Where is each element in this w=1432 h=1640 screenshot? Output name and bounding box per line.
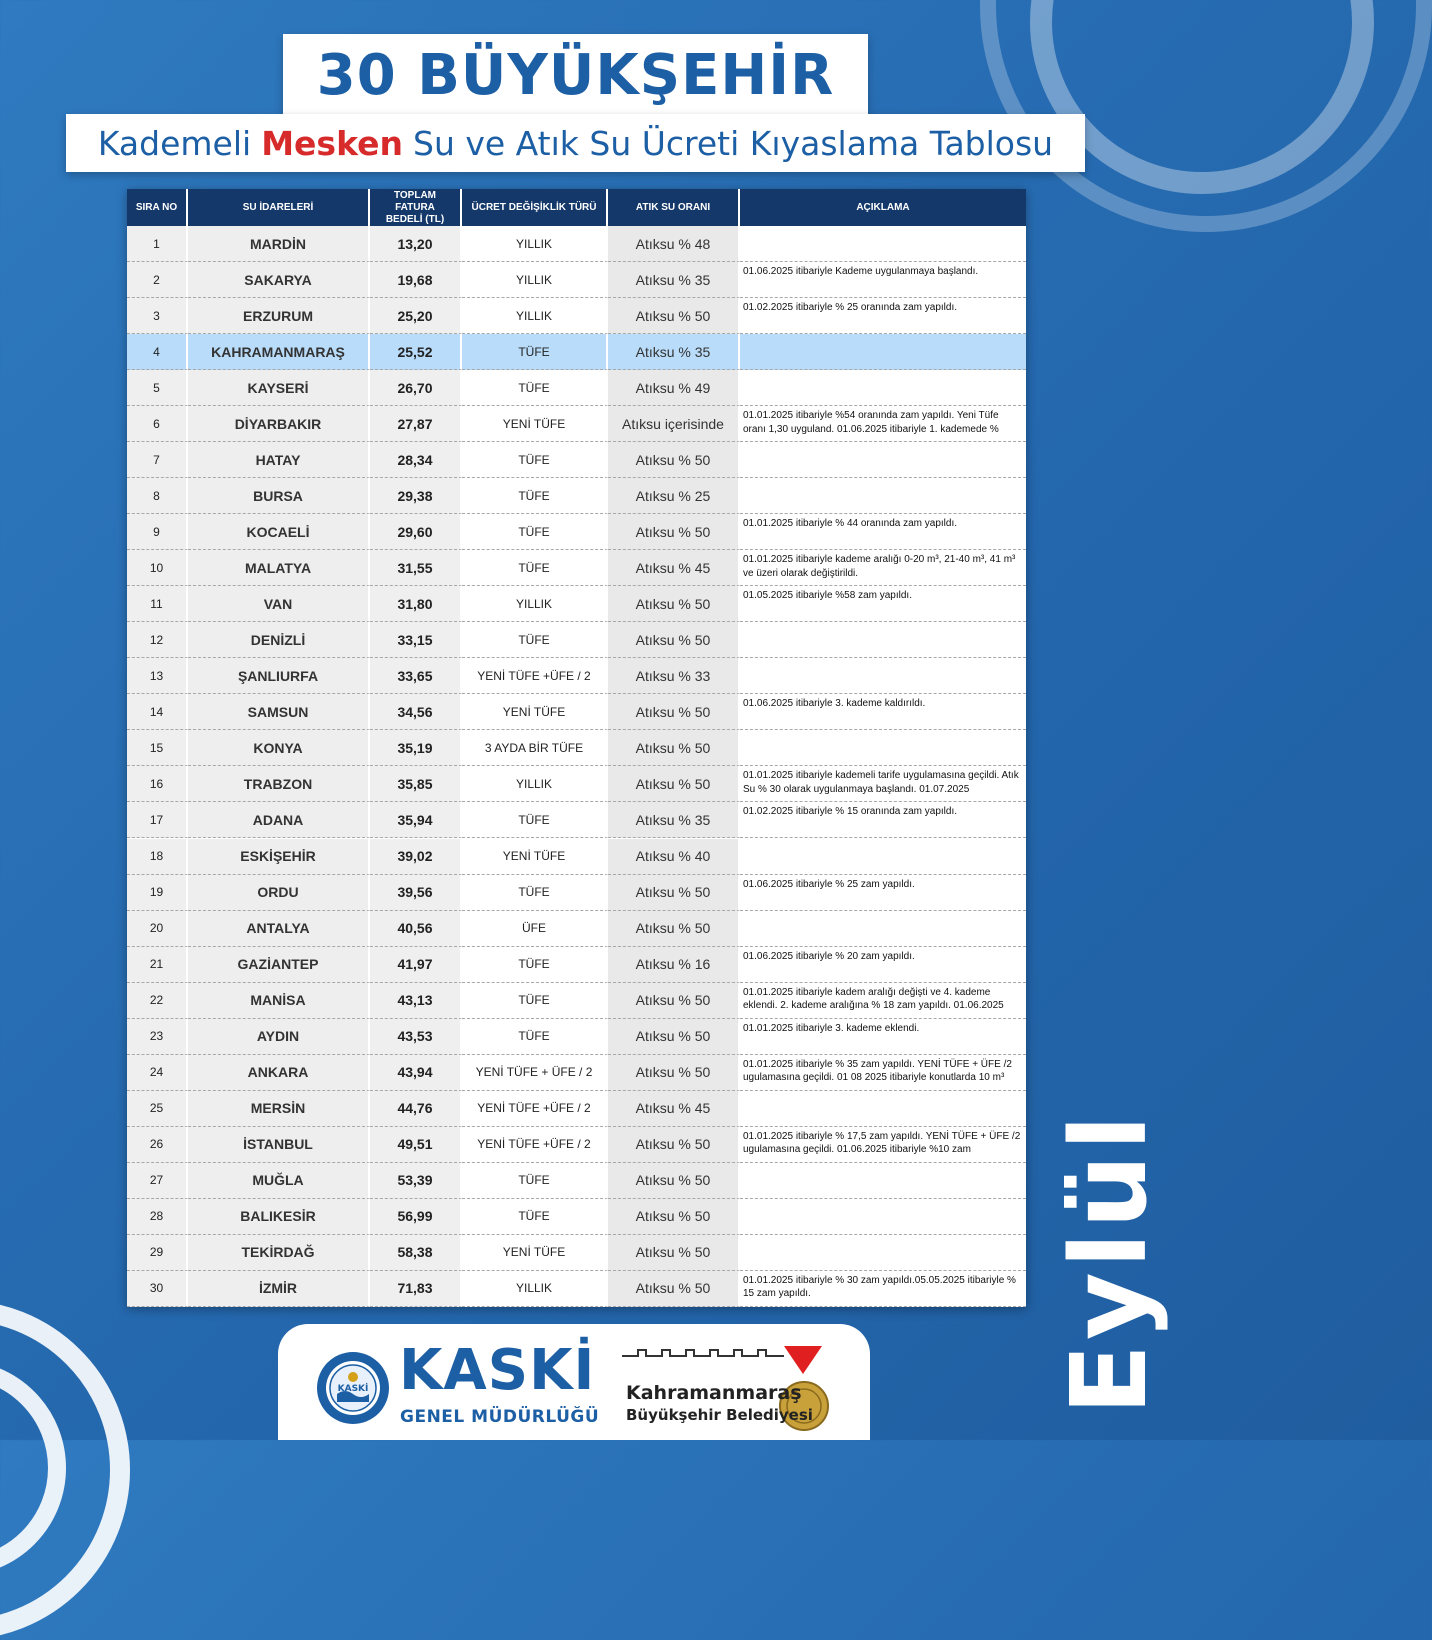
row-wastewater-rate: Atıksu içerisinde xyxy=(608,406,740,442)
table-row xyxy=(127,514,1026,550)
row-order: 16 xyxy=(127,766,188,802)
row-change-type: TÜFE xyxy=(462,875,608,911)
row-note xyxy=(740,730,1026,766)
row-change-type: YENİ TÜFE xyxy=(462,406,608,442)
row-note: 01.01.2025 itibariyle kadem aralığı değişti ve 4. kademe eklendi. 2. kademe aralığına % 18 zam yapıldı. 01.06.2025 xyxy=(740,983,1026,1019)
row-wastewater-rate: Atıksu % 50 xyxy=(608,1019,740,1055)
col-header-total: TOPLAM FATURA BEDELİ (TL) xyxy=(370,189,462,226)
row-order: 8 xyxy=(127,478,188,514)
row-utility: TRABZON xyxy=(188,766,370,802)
row-total: 39,02 xyxy=(370,839,462,875)
row-utility: VAN xyxy=(188,586,370,622)
row-order: 30 xyxy=(127,1271,188,1307)
row-note: 01.06.2025 itibariyle Kademe uygulanmaya başlandı. xyxy=(740,262,1026,298)
row-change-type: TÜFE xyxy=(462,514,608,550)
row-total: 33,65 xyxy=(370,658,462,694)
row-utility: ANTALYA xyxy=(188,911,370,947)
row-note xyxy=(740,839,1026,875)
row-utility: HATAY xyxy=(188,442,370,478)
row-wastewater-rate: Atıksu % 48 xyxy=(608,226,740,262)
row-note: 01.06.2025 itibariyle % 25 zam yapıldı. xyxy=(740,875,1026,911)
row-note xyxy=(740,622,1026,658)
row-total: 19,68 xyxy=(370,262,462,298)
row-wastewater-rate: Atıksu % 45 xyxy=(608,550,740,586)
kbb-logo xyxy=(616,1340,856,1436)
col-header-wastewater-rate: ATIK SU ORANI xyxy=(608,189,740,226)
row-change-type: YILLIK xyxy=(462,766,608,802)
row-note: 01.01.2025 itibariyle % 17,5 zam yapıldı. YENİ TÜFE + ÜFE /2 ugulamasına geçildi. 01.06.2025 itibariyle %10 zam xyxy=(740,1127,1026,1163)
row-total: 26,70 xyxy=(370,370,462,406)
table-row xyxy=(127,550,1026,586)
row-wastewater-rate: Atıksu % 33 xyxy=(608,658,740,694)
row-note xyxy=(740,911,1026,947)
row-total: 40,56 xyxy=(370,911,462,947)
row-order: 15 xyxy=(127,730,188,766)
row-total: 41,97 xyxy=(370,947,462,983)
table-row xyxy=(127,875,1026,911)
row-total: 25,20 xyxy=(370,298,462,334)
table-row xyxy=(127,1163,1026,1199)
row-change-type: ÜFE xyxy=(462,911,608,947)
row-total: 27,87 xyxy=(370,406,462,442)
row-note xyxy=(740,1091,1026,1127)
row-note: 01.02.2025 itibariyle % 25 oranında zam yapıldı. xyxy=(740,298,1026,334)
row-total: 49,51 xyxy=(370,1127,462,1163)
row-wastewater-rate: Atıksu % 50 xyxy=(608,1199,740,1235)
row-note: 01.01.2025 itibariyle kademe aralığı 0-20 m³, 21-40 m³, 41 m³ ve üzeri olarak değiştirildi. xyxy=(740,550,1026,586)
row-change-type: TÜFE xyxy=(462,442,608,478)
row-wastewater-rate: Atıksu % 50 xyxy=(608,298,740,334)
row-note: 01.05.2025 itibariyle %58 zam yapıldı. xyxy=(740,586,1026,622)
row-total: 13,20 xyxy=(370,226,462,262)
row-note: 01.01.2025 itibariyle % 35 zam yapıldı. YENİ TÜFE + ÜFE /2 ugulamasına geçildi. 01 08 2025 itibariyle konutlarda 10 m³ xyxy=(740,1055,1026,1091)
row-change-type: YILLIK xyxy=(462,262,608,298)
row-change-type: YENİ TÜFE +ÜFE / 2 xyxy=(462,1091,608,1127)
table-row xyxy=(127,658,1026,694)
row-total: 43,53 xyxy=(370,1019,462,1055)
kaski-seal-label: KASKİ xyxy=(337,1384,369,1394)
row-change-type: TÜFE xyxy=(462,1199,608,1235)
row-order: 20 xyxy=(127,911,188,947)
table-header-row xyxy=(127,189,1026,226)
row-utility: ANKARA xyxy=(188,1055,370,1091)
kbb-line2: Büyükşehir Belediyesi xyxy=(626,1406,813,1424)
row-change-type: TÜFE xyxy=(462,1019,608,1055)
row-order: 11 xyxy=(127,586,188,622)
row-order: 22 xyxy=(127,983,188,1019)
row-utility: KAYSERİ xyxy=(188,370,370,406)
row-total: 43,13 xyxy=(370,983,462,1019)
row-change-type: TÜFE xyxy=(462,478,608,514)
row-wastewater-rate: Atıksu % 45 xyxy=(608,1091,740,1127)
page-title: 30 BÜYÜKŞEHİR xyxy=(316,42,835,108)
table-row xyxy=(127,1091,1026,1127)
row-utility: ORDU xyxy=(188,875,370,911)
row-wastewater-rate: Atıksu % 50 xyxy=(608,983,740,1019)
row-total: 35,85 xyxy=(370,766,462,802)
row-note xyxy=(740,1199,1026,1235)
row-note xyxy=(740,442,1026,478)
row-total: 53,39 xyxy=(370,1163,462,1199)
row-wastewater-rate: Atıksu % 50 xyxy=(608,1055,740,1091)
row-note xyxy=(740,370,1026,406)
row-utility: GAZİANTEP xyxy=(188,947,370,983)
row-wastewater-rate: Atıksu % 35 xyxy=(608,334,740,370)
row-utility: İSTANBUL xyxy=(188,1127,370,1163)
row-order: 1 xyxy=(127,226,188,262)
row-change-type: 3 AYDA BİR TÜFE xyxy=(462,730,608,766)
row-total: 28,34 xyxy=(370,442,462,478)
row-order: 4 xyxy=(127,334,188,370)
subtitle-highlight: Mesken xyxy=(261,123,403,163)
row-utility: BURSA xyxy=(188,478,370,514)
table-row xyxy=(127,1271,1026,1307)
kaski-logo-text: KASKİ xyxy=(399,1338,596,1403)
row-wastewater-rate: Atıksu % 50 xyxy=(608,622,740,658)
row-utility: KONYA xyxy=(188,730,370,766)
row-utility: DİYARBAKIR xyxy=(188,406,370,442)
row-order: 3 xyxy=(127,298,188,334)
row-note xyxy=(740,478,1026,514)
row-wastewater-rate: Atıksu % 25 xyxy=(608,478,740,514)
row-order: 18 xyxy=(127,839,188,875)
table-row xyxy=(127,334,1026,370)
row-utility: KOCAELİ xyxy=(188,514,370,550)
row-order: 9 xyxy=(127,514,188,550)
row-change-type: YENİ TÜFE xyxy=(462,694,608,730)
row-wastewater-rate: Atıksu % 35 xyxy=(608,802,740,838)
row-order: 19 xyxy=(127,875,188,911)
row-utility: MUĞLA xyxy=(188,1163,370,1199)
row-total: 33,15 xyxy=(370,622,462,658)
row-utility: MARDİN xyxy=(188,226,370,262)
row-wastewater-rate: Atıksu % 16 xyxy=(608,947,740,983)
row-order: 21 xyxy=(127,947,188,983)
row-wastewater-rate: Atıksu % 50 xyxy=(608,1127,740,1163)
col-header-utility: SU İDARELERİ xyxy=(188,189,370,226)
table-row xyxy=(127,370,1026,406)
row-order: 6 xyxy=(127,406,188,442)
footer-logos xyxy=(278,1324,870,1440)
row-utility: ŞANLIURFA xyxy=(188,658,370,694)
table-row xyxy=(127,1127,1026,1163)
row-wastewater-rate: Atıksu % 50 xyxy=(608,694,740,730)
row-utility: MANİSA xyxy=(188,983,370,1019)
row-utility: SAMSUN xyxy=(188,694,370,730)
month-label: Eylül xyxy=(1048,1110,1170,1415)
row-total: 29,38 xyxy=(370,478,462,514)
row-change-type: YILLIK xyxy=(462,298,608,334)
table-row xyxy=(127,911,1026,947)
row-total: 34,56 xyxy=(370,694,462,730)
row-note: 01.01.2025 itibariyle %54 oranında zam yapıldı. Yeni Tüfe oranı 1,30 uyguland. 01.06.2025 itibariyle 1. kademede % xyxy=(740,406,1026,442)
row-change-type: TÜFE xyxy=(462,947,608,983)
row-utility: MALATYA xyxy=(188,550,370,586)
subtitle-banner xyxy=(66,114,1085,172)
row-change-type: TÜFE xyxy=(462,983,608,1019)
row-wastewater-rate: Atıksu % 50 xyxy=(608,730,740,766)
row-total: 56,99 xyxy=(370,1199,462,1235)
row-order: 13 xyxy=(127,658,188,694)
row-change-type: YILLIK xyxy=(462,226,608,262)
table-row xyxy=(127,262,1026,298)
row-total: 58,38 xyxy=(370,1235,462,1271)
row-order: 7 xyxy=(127,442,188,478)
row-wastewater-rate: Atıksu % 50 xyxy=(608,586,740,622)
table-row xyxy=(127,1235,1026,1271)
row-total: 31,55 xyxy=(370,550,462,586)
table-row xyxy=(127,839,1026,875)
col-header-order: SIRA NO xyxy=(127,189,188,226)
row-note: 01.02.2025 itibariyle % 15 oranında zam yapıldı. xyxy=(740,802,1026,838)
row-change-type: YILLIK xyxy=(462,1271,608,1307)
title-banner xyxy=(283,34,868,116)
row-order: 17 xyxy=(127,802,188,838)
row-change-type: TÜFE xyxy=(462,550,608,586)
table-row xyxy=(127,586,1026,622)
row-order: 23 xyxy=(127,1019,188,1055)
row-utility: DENİZLİ xyxy=(188,622,370,658)
kaski-logo-subtext: GENEL MÜDÜRLÜĞÜ xyxy=(400,1407,600,1427)
row-total: 44,76 xyxy=(370,1091,462,1127)
table-row xyxy=(127,622,1026,658)
row-total: 39,56 xyxy=(370,875,462,911)
col-header-change-type: ÜCRET DEĞİŞİKLİK TÜRÜ xyxy=(462,189,608,226)
row-order: 26 xyxy=(127,1127,188,1163)
col-header-notes: AÇIKLAMA xyxy=(740,189,1026,226)
row-total: 43,94 xyxy=(370,1055,462,1091)
row-wastewater-rate: Atıksu % 50 xyxy=(608,1235,740,1271)
table-row xyxy=(127,766,1026,802)
subtitle-suffix: Su ve Atık Su Ücreti Kıyaslama Tablosu xyxy=(413,123,1054,163)
row-utility: MERSİN xyxy=(188,1091,370,1127)
table-row xyxy=(127,442,1026,478)
row-change-type: TÜFE xyxy=(462,370,608,406)
row-order: 25 xyxy=(127,1091,188,1127)
row-note: 01.01.2025 itibariyle % 30 zam yapıldı.05.05.2025 itibariyle % 15 zam yapıldı. xyxy=(740,1271,1026,1307)
table-row xyxy=(127,406,1026,442)
row-order: 12 xyxy=(127,622,188,658)
row-order: 10 xyxy=(127,550,188,586)
row-utility: BALIKESİR xyxy=(188,1199,370,1235)
row-note: 01.01.2025 itibariyle 3. kademe eklendi. xyxy=(740,1019,1026,1055)
row-note xyxy=(740,334,1026,370)
kaski-seal-icon xyxy=(315,1350,391,1426)
table-row xyxy=(127,983,1026,1019)
row-note: 01.01.2025 itibariyle % 44 oranında zam yapıldı. xyxy=(740,514,1026,550)
row-utility: SAKARYA xyxy=(188,262,370,298)
row-change-type: TÜFE xyxy=(462,1163,608,1199)
row-wastewater-rate: Atıksu % 50 xyxy=(608,911,740,947)
kbb-line1: Kahramanmaraş xyxy=(626,1382,802,1404)
table-row xyxy=(127,1055,1026,1091)
row-total: 71,83 xyxy=(370,1271,462,1307)
row-change-type: YILLIK xyxy=(462,586,608,622)
row-change-type: TÜFE xyxy=(462,334,608,370)
row-wastewater-rate: Atıksu % 50 xyxy=(608,766,740,802)
row-total: 35,19 xyxy=(370,730,462,766)
row-change-type: TÜFE xyxy=(462,622,608,658)
row-total: 25,52 xyxy=(370,334,462,370)
table-row xyxy=(127,226,1026,262)
row-note: 01.06.2025 itibariyle 3. kademe kaldırıldı. xyxy=(740,694,1026,730)
row-note xyxy=(740,1235,1026,1271)
row-total: 29,60 xyxy=(370,514,462,550)
row-utility: ERZURUM xyxy=(188,298,370,334)
row-wastewater-rate: Atıksu % 35 xyxy=(608,262,740,298)
subtitle-prefix: Kademeli xyxy=(97,123,252,163)
table-row xyxy=(127,1019,1026,1055)
row-note: 01.06.2025 itibariyle % 20 zam yapıldı. xyxy=(740,947,1026,983)
row-change-type: YENİ TÜFE xyxy=(462,839,608,875)
row-order: 29 xyxy=(127,1235,188,1271)
row-total: 31,80 xyxy=(370,586,462,622)
row-utility: ADANA xyxy=(188,802,370,838)
row-wastewater-rate: Atıksu % 50 xyxy=(608,514,740,550)
row-note xyxy=(740,658,1026,694)
row-order: 14 xyxy=(127,694,188,730)
row-change-type: YENİ TÜFE +ÜFE / 2 xyxy=(462,658,608,694)
comparison-table xyxy=(127,189,1026,1307)
table-row xyxy=(127,802,1026,838)
table-row xyxy=(127,947,1026,983)
table-row xyxy=(127,730,1026,766)
row-wastewater-rate: Atıksu % 50 xyxy=(608,875,740,911)
row-order: 24 xyxy=(127,1055,188,1091)
table-row xyxy=(127,478,1026,514)
row-change-type: TÜFE xyxy=(462,802,608,838)
row-note xyxy=(740,226,1026,262)
row-note: 01.01.2025 itibariyle kademeli tarife uygulamasına geçildi. Atık Su % 30 olarak uygulanmaya başlandı. 01.07.2025 xyxy=(740,766,1026,802)
table-row xyxy=(127,694,1026,730)
row-change-type: YENİ TÜFE + ÜFE / 2 xyxy=(462,1055,608,1091)
row-note xyxy=(740,1163,1026,1199)
table-row xyxy=(127,1199,1026,1235)
row-order: 27 xyxy=(127,1163,188,1199)
row-wastewater-rate: Atıksu % 50 xyxy=(608,1163,740,1199)
row-total: 35,94 xyxy=(370,802,462,838)
row-utility: TEKİRDAĞ xyxy=(188,1235,370,1271)
table-row xyxy=(127,298,1026,334)
row-wastewater-rate: Atıksu % 49 xyxy=(608,370,740,406)
row-wastewater-rate: Atıksu % 50 xyxy=(608,1271,740,1307)
row-utility: AYDIN xyxy=(188,1019,370,1055)
row-utility: ESKİŞEHİR xyxy=(188,839,370,875)
row-wastewater-rate: Atıksu % 40 xyxy=(608,839,740,875)
row-order: 28 xyxy=(127,1199,188,1235)
row-wastewater-rate: Atıksu % 50 xyxy=(608,442,740,478)
row-order: 2 xyxy=(127,262,188,298)
row-change-type: YENİ TÜFE +ÜFE / 2 xyxy=(462,1127,608,1163)
row-change-type: YENİ TÜFE xyxy=(462,1235,608,1271)
row-utility: İZMİR xyxy=(188,1271,370,1307)
row-order: 5 xyxy=(127,370,188,406)
row-utility: KAHRAMANMARAŞ xyxy=(188,334,370,370)
